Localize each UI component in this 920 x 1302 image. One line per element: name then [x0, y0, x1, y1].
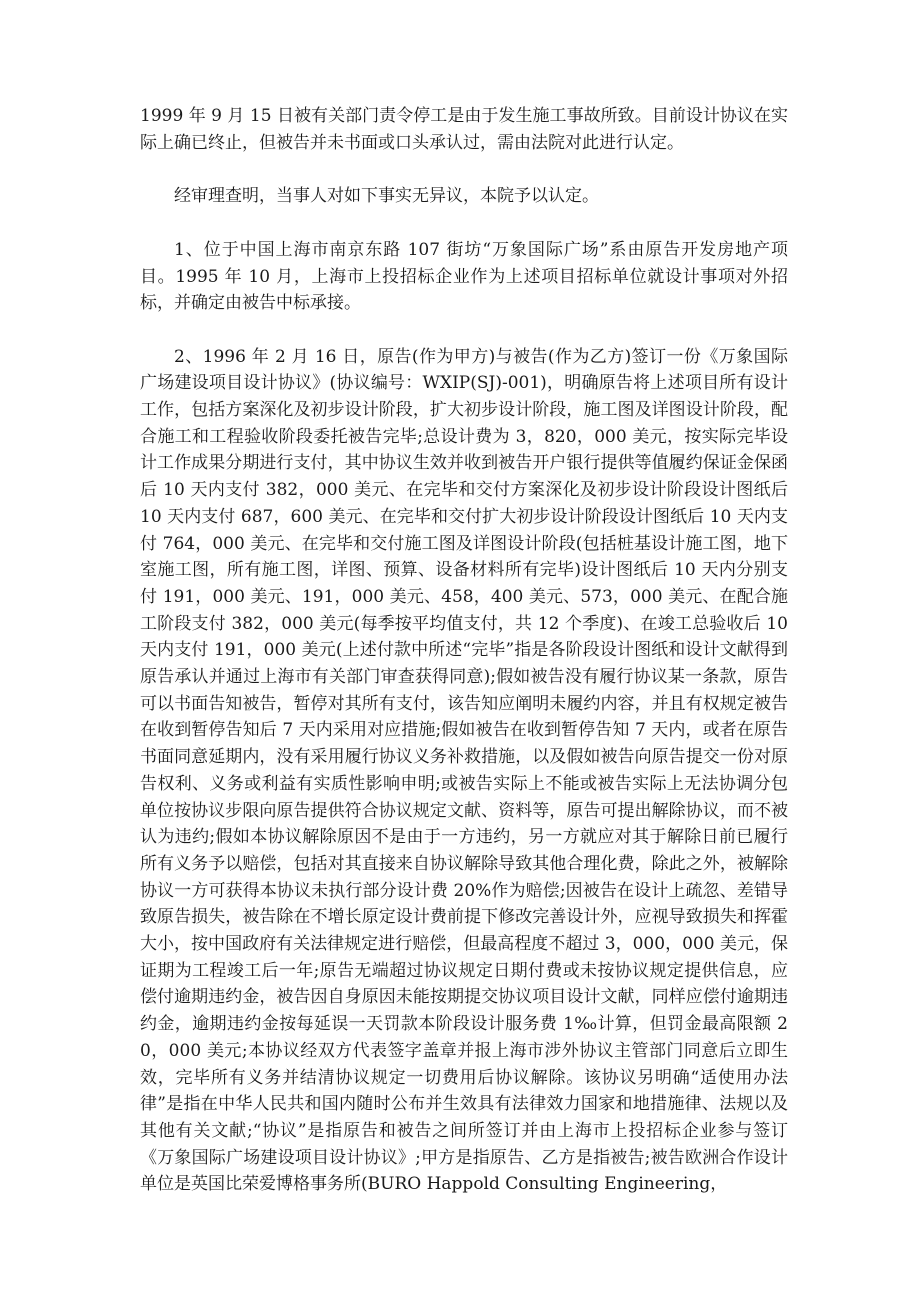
- paragraph-1: 1999 年 9 月 15 日被有关部门责令停工是由于发生施工事故所致。目前设计协议在实际上确已终止，但被告并未书面或口头承认过，需由法院对此进行认定。: [140, 106, 788, 153]
- document-page: [140, 103, 788, 1225]
- paragraph-3: 1、位于中国上海市南京东路 107 街坊“万象国际广场”系由原告开发房地产项目。1995 年 10 月，上海市上投招标企业作为上述项目招标单位就设计事项对外招标，并确定由被告中标承接。: [140, 239, 788, 314]
- paragraph-4: 2、1996 年 2 月 16 日，原告(作为甲方)与被告(作为乙方)签订一份《万象国际广场建设项目设计协议》(协议编号：WXIP(SJ)-001)，明确原告将上述项目所有设计工作，包括方案深化及初步设计阶段，扩大初步设计阶段，施工图及详图设计阶段，配合施工和工程验收阶段委托被告完毕;总设计费为 3，820，000 美元，按实际完毕设计工作成果分期进行支付，其中协议生效并收到被告开户银行提供等值履约保证金保函后 10 天内支付 382，000 美元、在完毕和交付方案深化及初步设计阶段设计图纸后 10 天内支付 687，600 美元、在完毕和交付扩大初步设计阶段设计图纸后 10 天内支付 764，000 美元、在完毕和交付施工图及详图设计阶段(包括桩基设计施工图，地下室施工图，所有施工图，详图、预算、设备材料所有完毕)设计图纸后 10 天内分别支付 191，000 美元、191，000 美元、458，400 美元、573，000 美元、在配合施工阶段支付 382，000 美元(每季按平均值支付，共 12 个季度)、在竣工总验收后 10 天内支付 191，000 美元(上述付款中所述“完毕”指是各阶段设计图纸和设计文献得到原告承认并通过上海市有关部门审查获得同意);假如被告没有履行协议某一条款，原告可以书面告知被告，暂停对其所有支付，该告知应阐明未履约内容，并且有权规定被告在收到暂停告知后 7 天内采用对应措施;假如被告在收到暂停告知 7 天内，或者在原告书面同意延期内，没有采用履行协议义务补救措施，以及假如被告向原告提交一份对原告权利、义务或利益有实质性影响申明;或被告实际上不能或被告实际上无法协调分包单位按协议步限向原告提供符合协议规定文献、资料等，原告可提出解除协议，而不被认为违约;假如本协议解除原因不是由于一方违约，另一方就应对其于解除日前已履行所有义务予以赔偿，包括对其直接来自协议解除导致其他合理化费，除此之外，被解除协议一方可获得本协议未执行部分设计费 20%作为赔偿;因被告在设计上疏忽、差错导致原告损失，被告除在不增长原定设计费前提下修改完善设计外，应视导致损失和挥霍大小，按中国政府有关法律规定进行赔偿，但最高程度不超过 3，000，000 美元，保证期为工程竣工后一年;原告无端超过协议规定日期付费或未按协议规定提供信息，应偿付逾期违约金，被告因自身原因未能按期提交协议项目设计文献，同样应偿付逾期违约金，逾期违约金按每延误一天罚款本阶段设计服务费 1‰计算，但罚金最高限额 20，000 美元;本协议经双方代表签字盖章并报上海市涉外协议主管部门同意后立即生效，完毕所有义务并结清协议规定一切费用后协议解除。该协议另明确“适使用办法律”是指在中华人民共和国内随时公布并生效具有法律效力国家和地措施律、法规以及其他有关文献;“协议”是指原告和被告之间所签订并由上海市上投招标企业参与签订《万象国际广场建设项目设计协议》;甲方是指原告、乙方是指被告;被告欧洲合作设计单位是英国比荣爱博格事务所(BURO Happold Consulting Engineering，: [140, 346, 788, 1195]
- paragraph-2: 经审理查明，当事人对如下事实无异议，本院予以认定。: [174, 186, 599, 207]
